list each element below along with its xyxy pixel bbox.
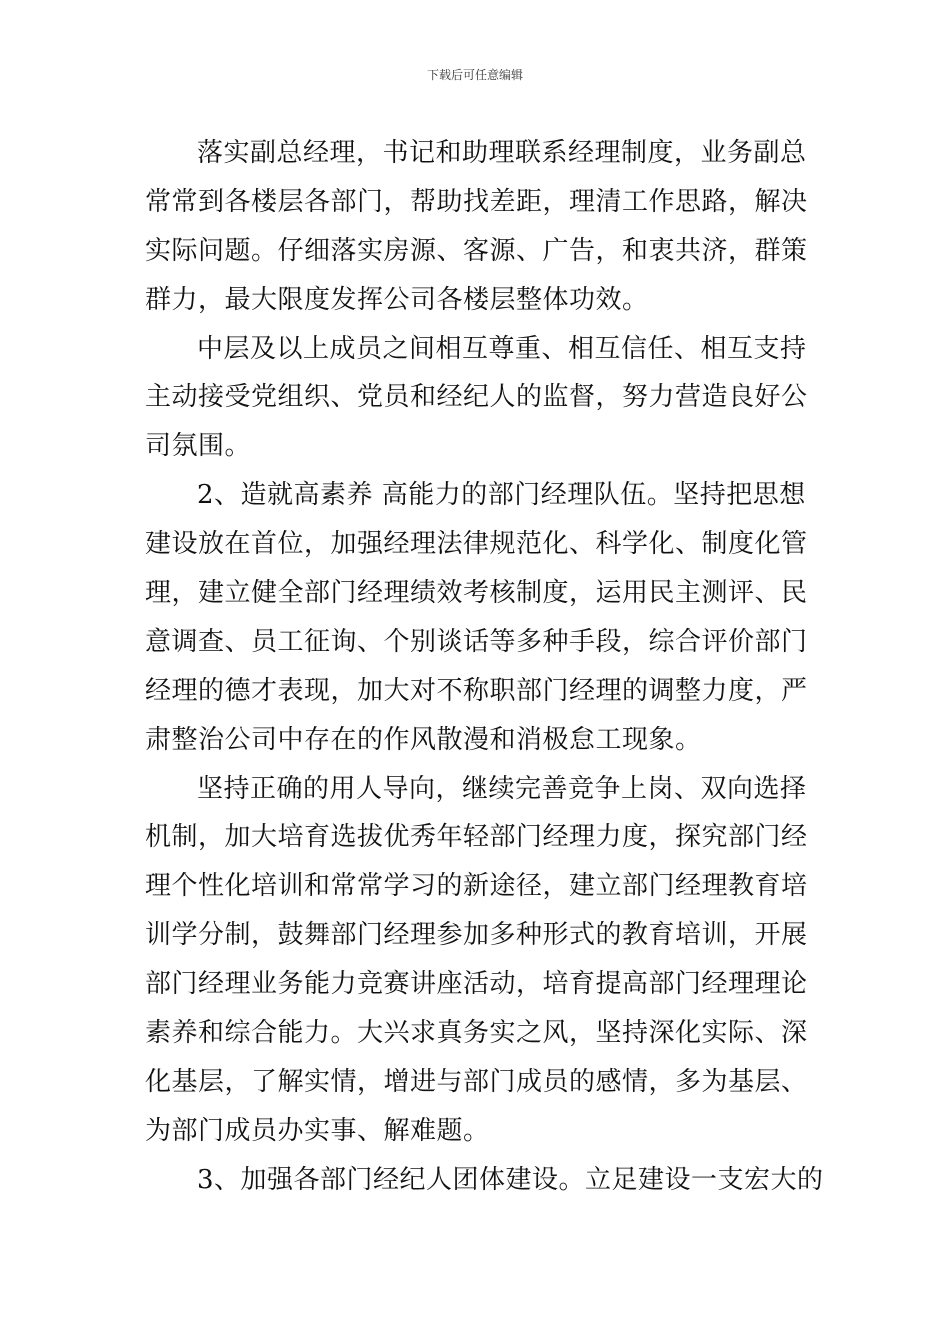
text-line: 肃整治公司中存在的作风散漫和消极怠工现象。 [145,724,702,755]
text-line: 3、加强各部门经纪人团体建设。立足建设一支宏大的 [197,1164,824,1195]
text-line: 司氛围。 [145,431,252,462]
text-line: 化基层，了解实情，增进与部门成员的感情，多为基层、 [145,1066,808,1097]
text-line: 训学分制，鼓舞部门经理参加多种形式的教育培训，开展 [145,920,808,951]
header-note: 下载后可任意编辑 [426,68,523,82]
text-line: 理，建立健全部门经理绩效考核制度，运用民主测评、民 [145,578,808,609]
text-line: 机制，加大培育选拔优秀年轻部门经理力度，探究部门经 [145,822,808,853]
text-line: 实际问题。仔细落实房源、客源、广告，和衷共济，群策 [145,235,808,266]
text-line: 2、造就高素养 高能力的部门经理队伍。坚持把思想 [197,480,806,511]
text-line: 建设放在首位，加强经理法律规范化、科学化、制度化管 [145,529,808,560]
text-line: 中层及以上成员之间相互尊重、相互信任、相互支持 [197,333,807,364]
text-line: 为部门成员办实事、解难题。 [145,1115,490,1146]
text-line: 群力，最大限度发挥公司各楼层整体功效。 [145,284,649,315]
text-line: 坚持正确的用人导向，继续完善竞争上岗、双向选择 [197,773,807,804]
text-line: 经理的德才表现，加大对不称职部门经理的调整力度，严 [145,675,808,706]
text-line: 主动接受党组织、党员和经纪人的监督，努力营造良好公 [145,382,808,413]
text-line: 素养和综合能力。大兴求真务实之风，坚持深化实际、深 [145,1018,808,1049]
document-body [145,129,824,1205]
text-line: 理个性化培训和常常学习的新途径，建立部门经理教育培 [145,871,808,902]
text-line: 落实副总经理，书记和助理联系经理制度，业务副总 [197,138,807,168]
text-line: 常常到各楼层各部门，帮助找差距，理清工作思路，解决 [145,186,808,217]
text-line: 意调查、员工征询、个别谈话等多种手段，综合评价部门 [145,626,808,657]
text-line: 部门经理业务能力竞赛讲座活动，培育提高部门经理理论 [145,969,808,1000]
